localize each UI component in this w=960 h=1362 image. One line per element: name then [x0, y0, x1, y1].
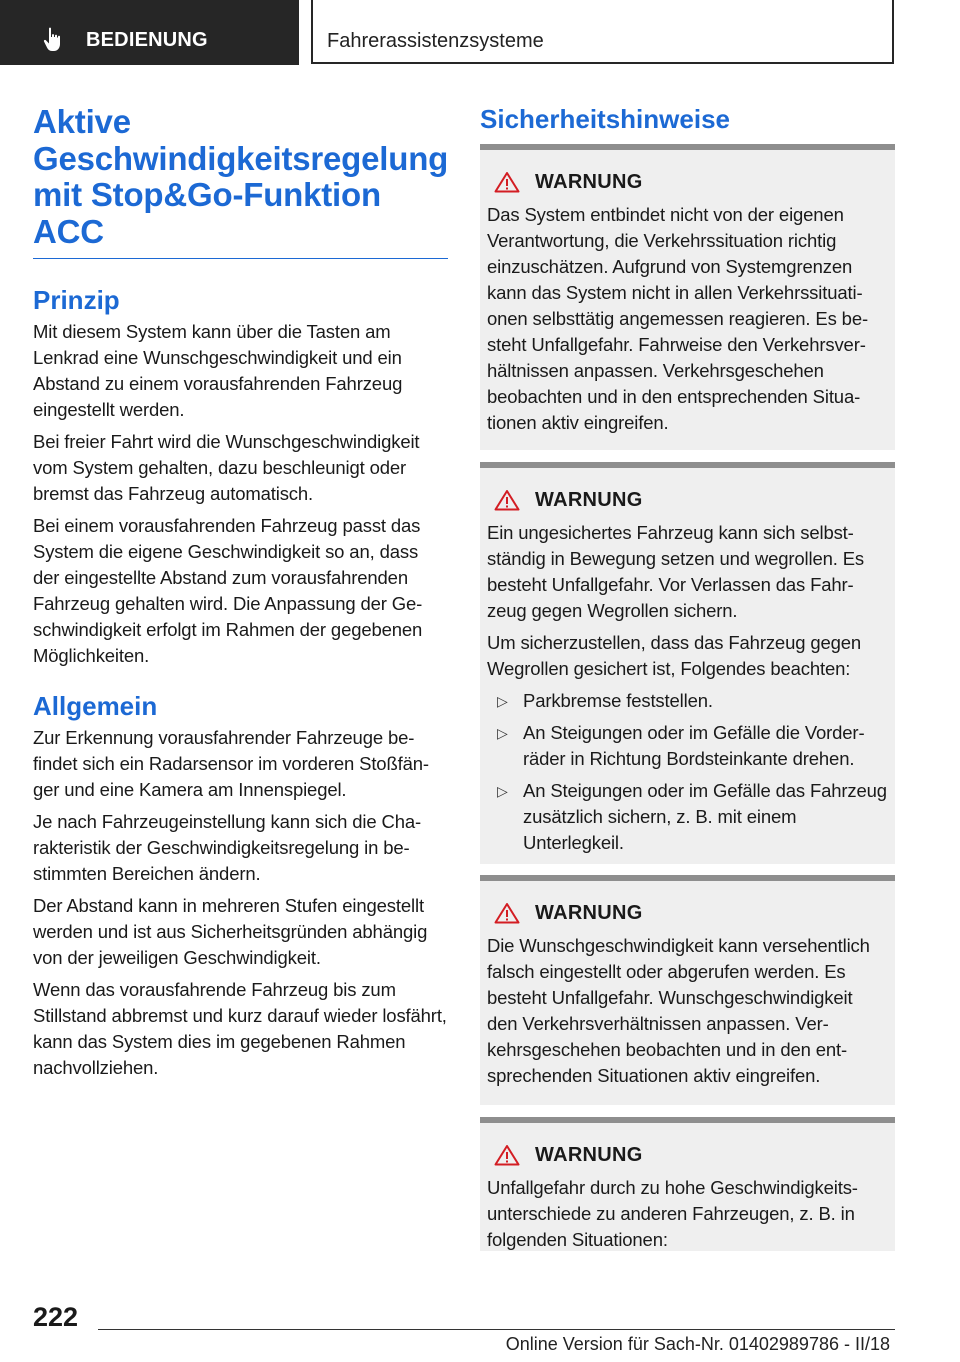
warning-text: Die Wunschgeschwindigkeit kann versehentlich falsch eingestellt oder abgerufen werden. Es besteht Unfallgefahr. Wunschgeschwindigkeit den Verkehrsverhältnissen anpassen. Verkehrsgeschehen beobachten und in den entsprechenden Situationen aktiv eingreifen.: [487, 935, 870, 1086]
warning-text: Ein ungesichertes Fahrzeug kann sich selbstständig in Bewegung setzen und wegrollen. Es besteht Unfallgefahr. Vor Verlassen das Fahrzeug gegen Wegrollen sichern.: [487, 522, 865, 621]
triangle-right-bullet-icon: ▷: [497, 783, 508, 799]
list-item: [487, 778, 887, 856]
page-title-line: mit Stop&Go-Funktion: [33, 176, 381, 213]
list-item-text: Parkbremse feststellen.: [523, 690, 713, 711]
pointing-hand-icon: [42, 26, 66, 52]
paragraph: Bei einem vorausfahrenden Fahrzeug passt das System die eigene Geschwindigkeit so an, dass der eingestellte Abstand zum vorausfahrenden Fahrzeug gehalten wird. Die Anpassung der Geschwindigkeit erfolgt im Rahmen der gegebenen Möglichkeiten.: [33, 515, 423, 666]
footer-divider: [98, 1329, 895, 1330]
warning-label: WARNUNG: [535, 488, 643, 511]
footer-version-text: Online Version für Sach-Nr. 01402989786 - II/18: [505, 1334, 890, 1354]
list-item-text: An Steigungen oder im Gefälle die Vorderräder in Richtung Bordsteinkante drehen.: [523, 722, 865, 769]
section-heading-prinzip: Prinzip: [33, 285, 120, 315]
paragraph: Bei freier Fahrt wird die Wunschgeschwindigkeit vom System gehalten, dazu beschleunigt oder bremst das Fahrzeug automatisch.: [33, 431, 420, 504]
paragraph: Wenn das vorausfahrende Fahrzeug bis zum Stillstand abbremst und kurz darauf wieder losfährt, kann das System dies im gegebenen Rahmen nachvollziehen.: [33, 979, 447, 1078]
paragraph: Der Abstand kann in mehreren Stufen eingestellt werden und ist aus Sicherheitsgründen abhängig von der jeweiligen Geschwindigkeit.: [33, 895, 428, 968]
section-heading-allgemein: Allgemein: [33, 691, 158, 721]
paragraph: Zur Erkennung vorausfahrender Fahrzeuge befindet sich ein Radarsensor im vorderen Stoßfänger und eine Kamera am Innenspiegel.: [33, 727, 430, 800]
warning-triangle-icon: [494, 489, 520, 511]
warning-triangle-icon: [494, 1144, 520, 1166]
warning-header: [487, 168, 887, 196]
warning-triangle-icon: [494, 171, 520, 193]
page-number: 222: [33, 1302, 79, 1332]
bullet-list: [487, 688, 887, 856]
warning-label: WARNUNG: [535, 1143, 643, 1166]
warning-header: [487, 486, 887, 514]
list-item-text: An Steigungen oder im Gefälle das Fahrzeug zusätzlich sichern, z. B. mit einem Unterlegkeil.: [523, 780, 887, 853]
triangle-right-bullet-icon: ▷: [497, 725, 508, 741]
page-title-line: Geschwindigkeitsregelung: [33, 139, 449, 177]
warning-box: [480, 875, 895, 1105]
right-column: [480, 104, 895, 134]
warning-text: Unfallgefahr durch zu hohe Geschwindigkeitsunterschiede zu anderen Fahrzeugen, z. B. in folgenden Situationen:: [487, 1177, 858, 1250]
warning-header: [487, 899, 887, 927]
page-title: [33, 104, 448, 250]
warning-triangle-icon: [494, 902, 520, 924]
warning-label: WARNUNG: [535, 170, 643, 193]
header-tab: [0, 0, 299, 65]
header-section-label: Fahrerassistenzsysteme: [327, 30, 544, 52]
list-item: [487, 720, 887, 772]
paragraph: Mit diesem System kann über die Tasten am Lenkrad eine Wunschgeschwindigkeit und ein Abstand zu einem vorausfahrenden Fahrzeug eingestellt werden.: [33, 321, 403, 420]
paragraph: Je nach Fahrzeugeinstellung kann sich die Charakteristik der Geschwindigkeitsregelung in bestimmten Bereichen ändern.: [33, 811, 422, 884]
warning-header: [487, 1141, 887, 1169]
triangle-right-bullet-icon: ▷: [497, 693, 508, 709]
page-title-line: ACC: [33, 212, 104, 250]
header-tab-label: BEDIENUNG: [86, 29, 208, 51]
header-section: [311, 0, 894, 64]
left-column: [33, 104, 448, 1081]
section-heading-sicherheitshinweise: Sicherheitshinweise: [480, 104, 730, 134]
warning-label: WARNUNG: [535, 901, 643, 924]
warning-box: [480, 1117, 895, 1251]
page-title-line: Aktive: [33, 103, 131, 140]
list-item: [487, 688, 887, 714]
warning-box: [480, 462, 895, 864]
warning-text: Das System entbindet nicht von der eigenen Verantwortung, die Verkehrssituation richtig einzuschätzen. Aufgrund von Systemgrenzen kann das System nicht in allen Verkehrssituationen selbsttätig angemessen reagieren. Es besteht Unfallgefahr. Fahrweise den Verkehrsverhältnissen anpassen. Verkehrsgeschehen beobachten und in den entsprechenden Situationen aktiv eingreifen.: [487, 204, 869, 433]
warning-box: [480, 144, 895, 450]
warning-text: Um sicherzustellen, dass das Fahrzeug gegen Wegrollen gesichert ist, Folgendes beachten:: [487, 632, 862, 679]
